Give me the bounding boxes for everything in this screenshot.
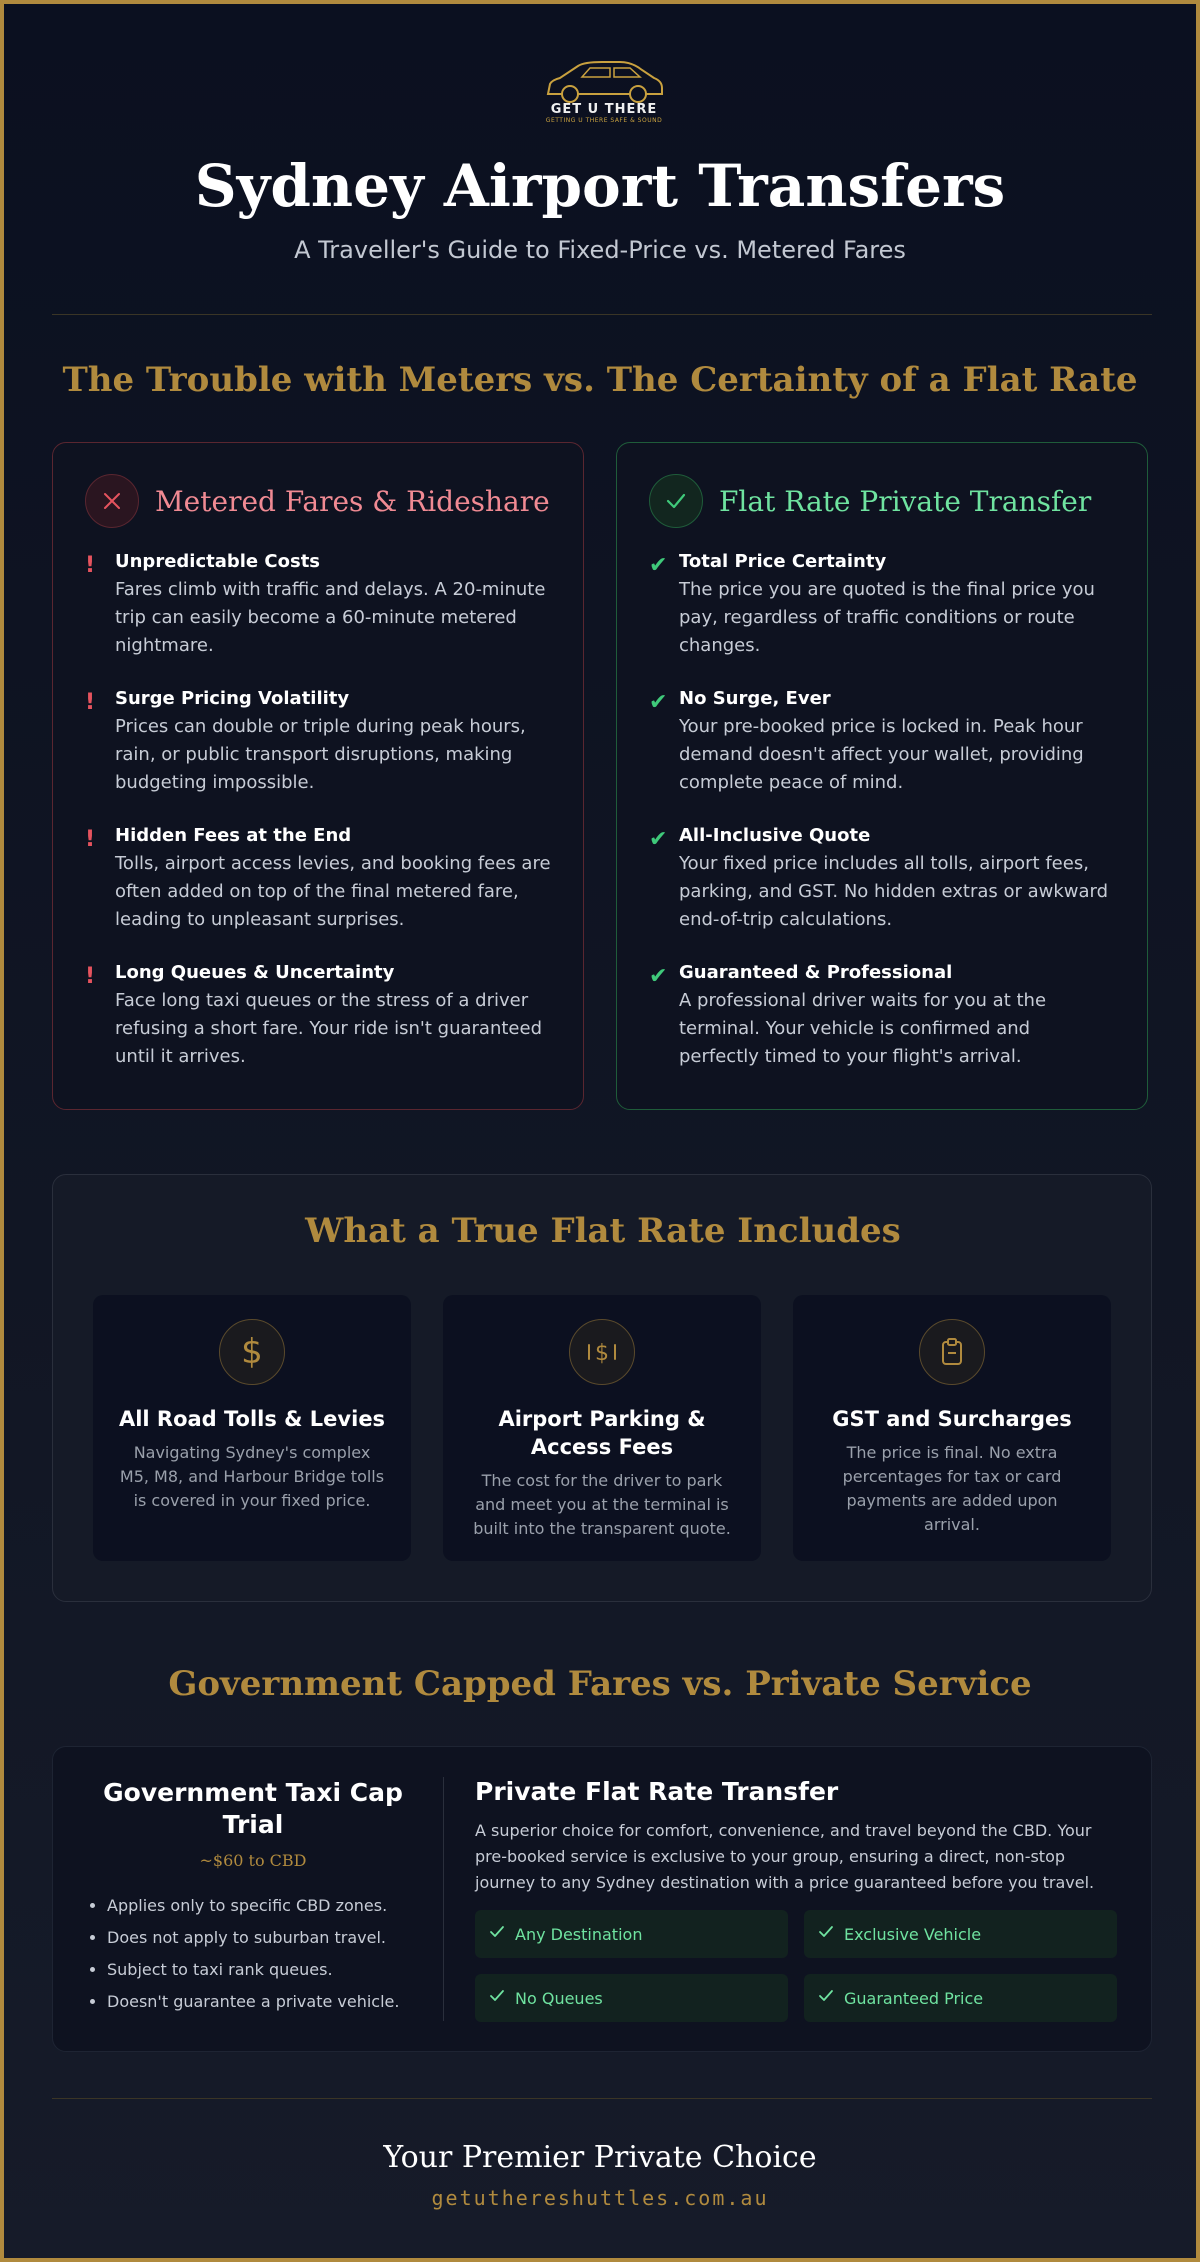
feature-pill-label: Any Destination <box>515 1924 643 1944</box>
item-title: Long Queues & Uncertainty <box>115 962 395 983</box>
list-item: • Does not apply to suburban travel. <box>107 1922 423 1954</box>
government-cap-list <box>83 1890 423 2018</box>
check-icon <box>818 1988 834 2008</box>
check-icon <box>818 1924 834 1944</box>
include-card-text: The cost for the driver to park and meet you at the terminal is built into the transparent quote. <box>473 1471 731 1538</box>
private-transfer-title: Private Flat Rate Transfer <box>475 1777 839 1806</box>
item-title: Unpredictable Costs <box>115 551 321 572</box>
item-title: Hidden Fees at the End <box>115 825 352 846</box>
include-card-title: Airport Parking & Access Fees <box>498 1407 706 1459</box>
footer-title: Your Premier Private Choice <box>383 2140 817 2175</box>
header-divider <box>52 314 1152 315</box>
feature-pill-label: Guaranteed Price <box>844 1988 984 2008</box>
include-card-tolls <box>93 1295 411 1561</box>
include-card-parking <box>443 1295 761 1561</box>
warning-icon: ! <box>85 690 96 715</box>
car-logo-icon <box>542 60 666 104</box>
feature-pill <box>475 1910 788 1958</box>
warning-icon: ! <box>85 827 96 852</box>
flat-card-title: Flat Rate Private Transfer <box>719 484 1092 518</box>
include-card-title: GST and Surcharges <box>832 1407 1072 1431</box>
warning-icon: ! <box>85 553 96 578</box>
metered-fares-card <box>52 442 584 1110</box>
government-cap-title: Government Taxi Cap Trial <box>103 1778 403 1839</box>
item-text: Tolls, airport access levies, and booking fees are often added on top of the final metered fare, leading to unpleasant surprises. <box>115 853 551 930</box>
dollar-icon: $ <box>219 1319 285 1385</box>
check-icon: ✔ <box>649 690 668 715</box>
close-icon <box>85 474 139 528</box>
svg-text:$: $ <box>595 1341 609 1366</box>
feature-pill-label: Exclusive Vehicle <box>844 1924 982 1944</box>
parking-dollar-icon <box>569 1319 635 1385</box>
item-title: Surge Pricing Volatility <box>115 688 350 709</box>
list-item: • Subject to taxi rank queues. <box>107 1954 423 1986</box>
list-item <box>649 825 1115 934</box>
comparison-title: The Trouble with Meters vs. The Certainty of a Flat Rate <box>62 360 1138 400</box>
include-card-text: The price is final. No extra percentages for tax or card payments are added upon arrival. <box>842 1443 1062 1534</box>
clipboard-icon <box>919 1319 985 1385</box>
warning-icon: ! <box>85 964 96 989</box>
list-item: • Doesn't guarantee a private vehicle. <box>107 1986 423 2018</box>
private-transfer-column <box>475 1777 1123 2022</box>
check-icon: ✔ <box>649 827 668 852</box>
footer-divider <box>52 2098 1152 2099</box>
item-text: Fares climb with traffic and delays. A 20-minute trip can easily become a 60-minute metered nightmare. <box>115 579 546 656</box>
government-cap-price: ~$60 to CBD <box>199 1851 307 1870</box>
page-subtitle: A Traveller's Guide to Fixed-Price vs. Metered Fares <box>294 236 906 264</box>
item-title: Total Price Certainty <box>679 551 887 572</box>
include-card-text: Navigating Sydney's complex M5, M8, and Harbour Bridge tolls is covered in your fixed price. <box>119 1443 385 1510</box>
government-comparison-panel <box>52 1746 1152 2052</box>
check-icon <box>489 1988 505 2008</box>
metered-card-title: Metered Fares & Rideshare <box>155 484 550 518</box>
feature-pill <box>804 1910 1117 1958</box>
item-text: Your pre-booked price is locked in. Peak hour demand doesn't affect your wallet, providing complete peace of mind. <box>679 716 1084 793</box>
include-card-title: All Road Tolls & Levies <box>118 1407 386 1431</box>
check-icon: ✔ <box>649 964 668 989</box>
government-cap-column <box>83 1777 423 2018</box>
item-title: Guaranteed & Professional <box>679 962 953 983</box>
includes-title: What a True Flat Rate Includes <box>305 1211 901 1251</box>
item-text: Your fixed price includes all tolls, airport fees, parking, and GST. No hidden extras or awkward end-of-trip calculations. <box>679 853 1109 930</box>
list-item <box>649 551 1115 660</box>
brand-logo <box>524 60 684 130</box>
check-icon: ✔ <box>649 553 668 578</box>
check-icon <box>649 474 703 528</box>
list-item: • Applies only to specific CBD zones. <box>107 1890 423 1922</box>
item-text: Prices can double or triple during peak hours, rain, or public transport disruptions, making budgeting impossible. <box>115 716 526 793</box>
column-divider <box>443 1777 444 2021</box>
feature-pill <box>804 1974 1117 2022</box>
list-item <box>649 688 1115 797</box>
item-text: Face long taxi queues or the stress of a driver refusing a short fare. Your ride isn't guaranteed until it arrives. <box>115 990 542 1067</box>
page-title: Sydney Airport Transfers <box>194 152 1006 220</box>
feature-pills <box>475 1910 1123 2022</box>
logo-name: GET U THERE <box>550 102 658 117</box>
check-icon <box>489 1924 505 1944</box>
include-card-gst <box>793 1295 1111 1561</box>
list-item <box>85 551 551 660</box>
government-title: Government Capped Fares vs. Private Service <box>168 1664 1032 1704</box>
includes-panel <box>52 1174 1152 1602</box>
feature-pill <box>475 1974 788 2022</box>
item-title: No Surge, Ever <box>679 688 831 709</box>
list-item <box>85 688 551 797</box>
list-item <box>649 962 1115 1071</box>
list-item <box>85 825 551 934</box>
logo-tagline: GETTING U THERE SAFE & SOUND <box>545 117 663 124</box>
item-title: All-Inclusive Quote <box>679 825 871 846</box>
item-text: The price you are quoted is the final price you pay, regardless of traffic conditions or route changes. <box>679 579 1095 656</box>
website-link[interactable]: getuthereshuttles.com.au <box>431 2186 769 2210</box>
private-transfer-text: A superior choice for comfort, convenience, and travel beyond the CBD. Your pre-booked service is exclusive to your group, ensuring a direct, non-stop journey to any Sydney destination with a price guaranteed before you travel. <box>475 1821 1095 1892</box>
feature-pill-label: No Queues <box>515 1988 603 2008</box>
item-text: A professional driver waits for you at the terminal. Your vehicle is confirmed and perfectly timed to your flight's arrival. <box>679 990 1047 1067</box>
flat-rate-card <box>616 442 1148 1110</box>
list-item <box>85 962 551 1071</box>
